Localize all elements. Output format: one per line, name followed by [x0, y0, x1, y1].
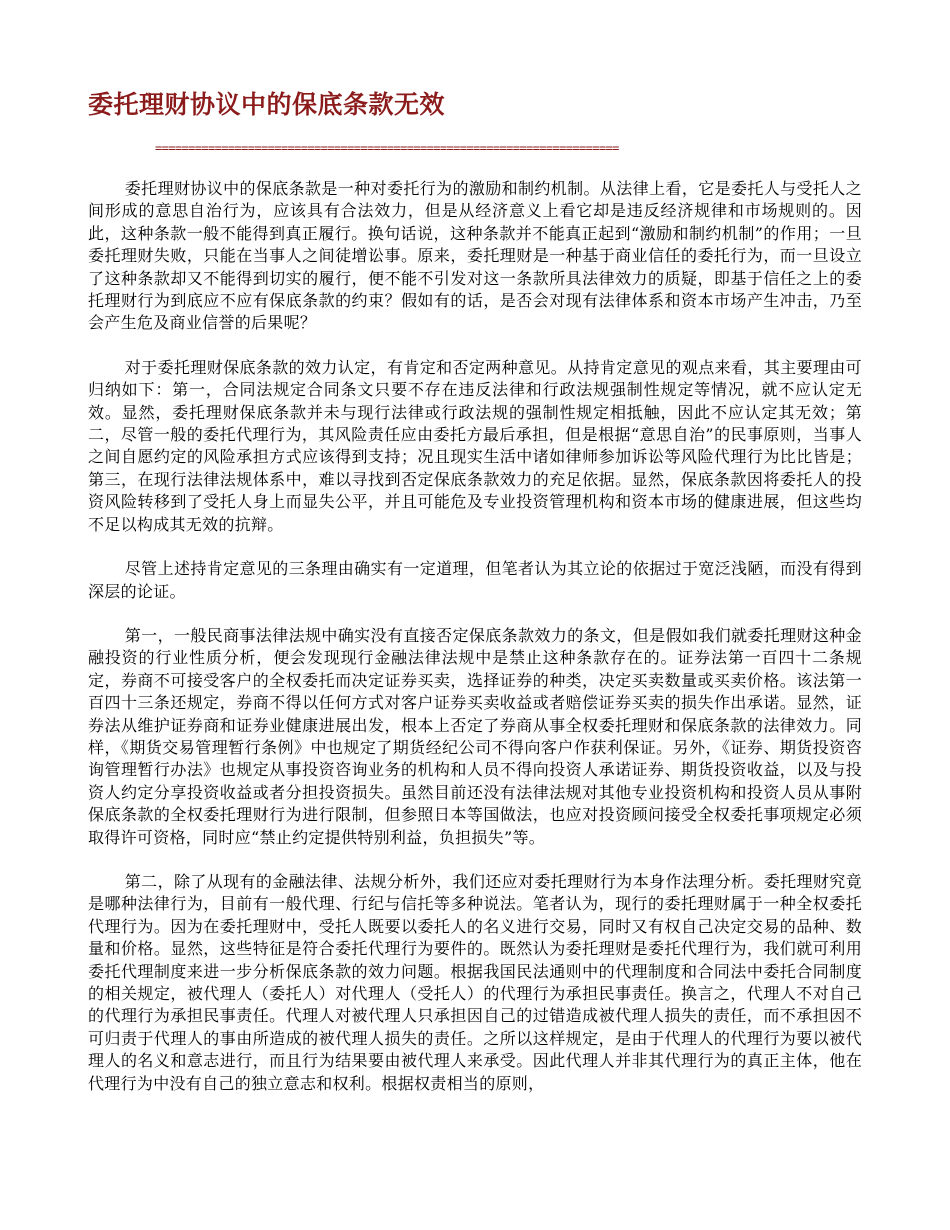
- paragraph-5: 第二，除了从现有的金融法律、法规分析外，我们还应对委托理财行为本身作法理分析。委托理财究竟是哪种法律行为，目前有一般代理、行纪与信托等多种说法。笔者认为，现行的委托理财属于一种全权委托代理行为。因为在委托理财中，受托人既要以委托人的名义进行交易，同时又有权自己决定交易的品种、数量和价格。显然，这些特征是符合委托代理行为要件的。既然认为委托理财是委托代理行为，我们就可利用委托代理制度来进一步分析保底条款的效力问题。根据我国民法通则中的代理制度和合同法中委托合同制度的相关规定，被代理人（委托人）对代理人（受托人）的代理行为承担民事责任。换言之，代理人不对自己的代理行为承担民事责任。代理人对被代理人只承担因自己的过错造成被代理人损失的责任，而不承担因不可归责于代理人的事由所造成的被代理人损失的责任。之所以这样规定，是由于代理人的代理行为要以被代理人的名义和意志进行，而且行为结果要由被代理人来承受。因此代理人并非其代理行为的真正主体，他在代理行为中没有自己的独立意志和权利。根据权责相当的原则，: [88, 871, 862, 1093]
- title-divider: ======================================================================: [155, 141, 619, 155]
- document-body: [88, 178, 862, 1095]
- paragraph-3: 尽管上述持肯定意见的三条理由确实有一定道理，但笔者认为其立论的依据过于宽泛浅陋，而没有得到深层的论证。: [88, 559, 862, 601]
- paragraph-1: 委托理财协议中的保底条款是一种对委托行为的激励和制约机制。从法律上看，它是委托人与受托人之间形成的意思自治行为，应该具有合法效力，但是从经济意义上看它却是违反经济规律和市场规则的。因此，这种条款一般不能得到真正履行。换句话说，这种条款并不能真正起到“激励和制约机制”的作用；一旦委托理财失败，只能在当事人之间徒增讼事。原来，委托理财是一种基于商业信任的委托行为，而一旦设立了这种条款却又不能得到切实的履行，便不能不引发对这一条款所具法律效力的质疑，即基于信任之上的委托理财行为到底应不应有保底条款的约束？假如有的话，是否会对现有法律体系和资本市场产生冲击，乃至会产生危及商业信誉的后果呢？: [88, 179, 862, 333]
- document-title: 委托理财协议中的保底条款无效: [88, 90, 446, 119]
- paragraph-2: 对于委托理财保底条款的效力认定，有肯定和否定两种意见。从持肯定意见的观点来看，其主要理由可归纳如下：第一，合同法规定合同条文只要不存在违反法律和行政法规强制性规定等情况，就不应认定无效。显然，委托理财保底条款并未与现行法律或行政法规的强制性规定相抵触，因此不应认定其无效；第二，尽管一般的委托代理行为，其风险责任应由委托方最后承担，但是根据“意思自治”的民事原则，当事人之间自愿约定的风险承担方式应该得到支持；况且现实生活中诸如律师参加诉讼等风险代理行为比比皆是；第三，在现行法律法规体系中，难以寻找到否定保底条款效力的充足依据。显然，保底条款因将委托人的投资风险转移到了受托人身上而显失公平，并且可能危及专业投资管理机构和资本市场的健康进展，但这些均不足以构成其无效的抗辩。: [88, 357, 862, 534]
- paragraph-4: 第一，一般民商事法律法规中确实没有直接否定保底条款效力的条文，但是假如我们就委托理财这种金融投资的行业性质分析，便会发现现行金融法律法规中是禁止这种条款存在的。证券法第一百四十二条规定，券商不可接受客户的全权委托而决定证券买卖，选择证券的种类，决定买卖数量或买卖价格。该法第一百四十三条还规定，券商不得以任何方式对客户证券买卖收益或者赔偿证券买卖的损失作出承诺。显然，证券法从维护证券商和证券业健康进展出发，根本上否定了券商从事全权委托理财和保底条款的法律效力。同样，《期货交易管理暂行条例》中也规定了期货经纪公司不得向客户作获利保证。另外，《证券、期货投资咨询管理暂行办法》也规定从事投资咨询业务的机构和人员不得向投资人承诺证券、期货投资收益，以及与投资人约定分享投资收益或者分担投资损失。虽然目前还没有法律法规对其他专业投资机构和投资人员从事附保底条款的全权委托理财行为进行限制，但参照日本等国做法，也应对投资顾问接受全权委托事项规定必须取得许可资格，同时应“禁止约定提供特别利益，负担损失”等。: [88, 625, 862, 847]
